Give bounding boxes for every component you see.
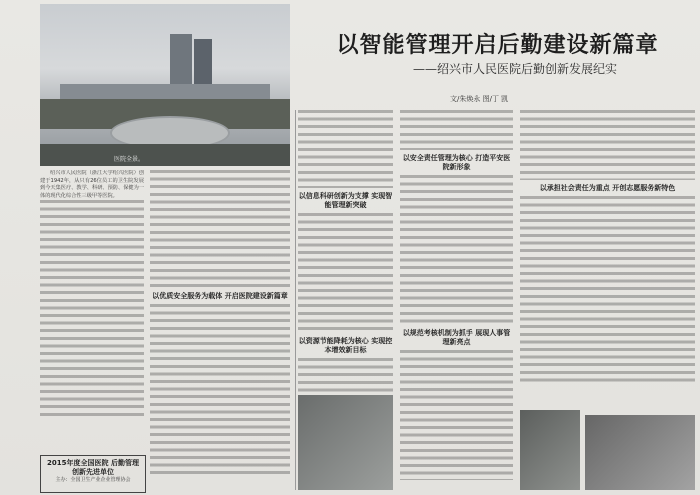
award-sub: 主办：全国卫生产业企业管理协会 (55, 477, 131, 483)
article-subtitle: ——绍兴市人民医院后勤创新发展纪实 (412, 62, 617, 76)
text-lines (150, 304, 290, 474)
column-2 (150, 170, 290, 490)
article-byline: 文/朱焕永 图/丁 凯 (450, 95, 509, 103)
section-heading: 以资源节能降耗为核心 实现控本增效新目标 (298, 337, 393, 354)
photo-caption: 医院全景。 (114, 156, 145, 163)
section-heading: 以承担社会责任为重点 开创志愿服务新特色 (539, 184, 676, 192)
hospital-panorama-photo (40, 4, 290, 166)
column-5 (520, 110, 695, 405)
text-lines (150, 170, 290, 288)
text-lines (400, 350, 513, 480)
column-1 (40, 170, 144, 450)
award-box (40, 455, 146, 493)
text-lines (40, 200, 144, 420)
article-photo (585, 415, 695, 490)
column-4 (400, 110, 513, 490)
text-lines (298, 110, 393, 188)
text-lines (400, 175, 513, 325)
section-heading: 以规范考核机制为抓手 展现人事管理新亮点 (402, 329, 511, 346)
article-photo (520, 410, 580, 490)
text-lines (520, 196, 695, 386)
award-title: 2015年度全国医院 后勤管理创新先进单位 (47, 459, 139, 476)
column-divider (295, 110, 296, 490)
section-heading: 以优质安全服务为载体 开启医院建设新篇章 (152, 292, 288, 300)
article-title: 以智能管理开启后勤建设新篇章 (336, 33, 659, 58)
column-intro-text: 绍兴市人民医院（浙江大学绍兴医院）创建于1942年，从只有26位员工的卫生院发展到今天集医疗、教学、科研、预防、保健为一体的现代化综合性三级甲等医院。 (40, 170, 144, 199)
foreground (40, 144, 290, 166)
text-lines (298, 213, 393, 333)
text-lines (298, 358, 393, 393)
section-heading: 以安全责任管理为核心 打造平安医院新形象 (402, 154, 511, 171)
column-3 (298, 110, 393, 393)
section-heading: 以信息科研创新为支撑 实现智能管理新突破 (298, 192, 393, 209)
article-photo (298, 395, 393, 490)
text-lines (400, 110, 513, 150)
text-lines (520, 110, 695, 180)
